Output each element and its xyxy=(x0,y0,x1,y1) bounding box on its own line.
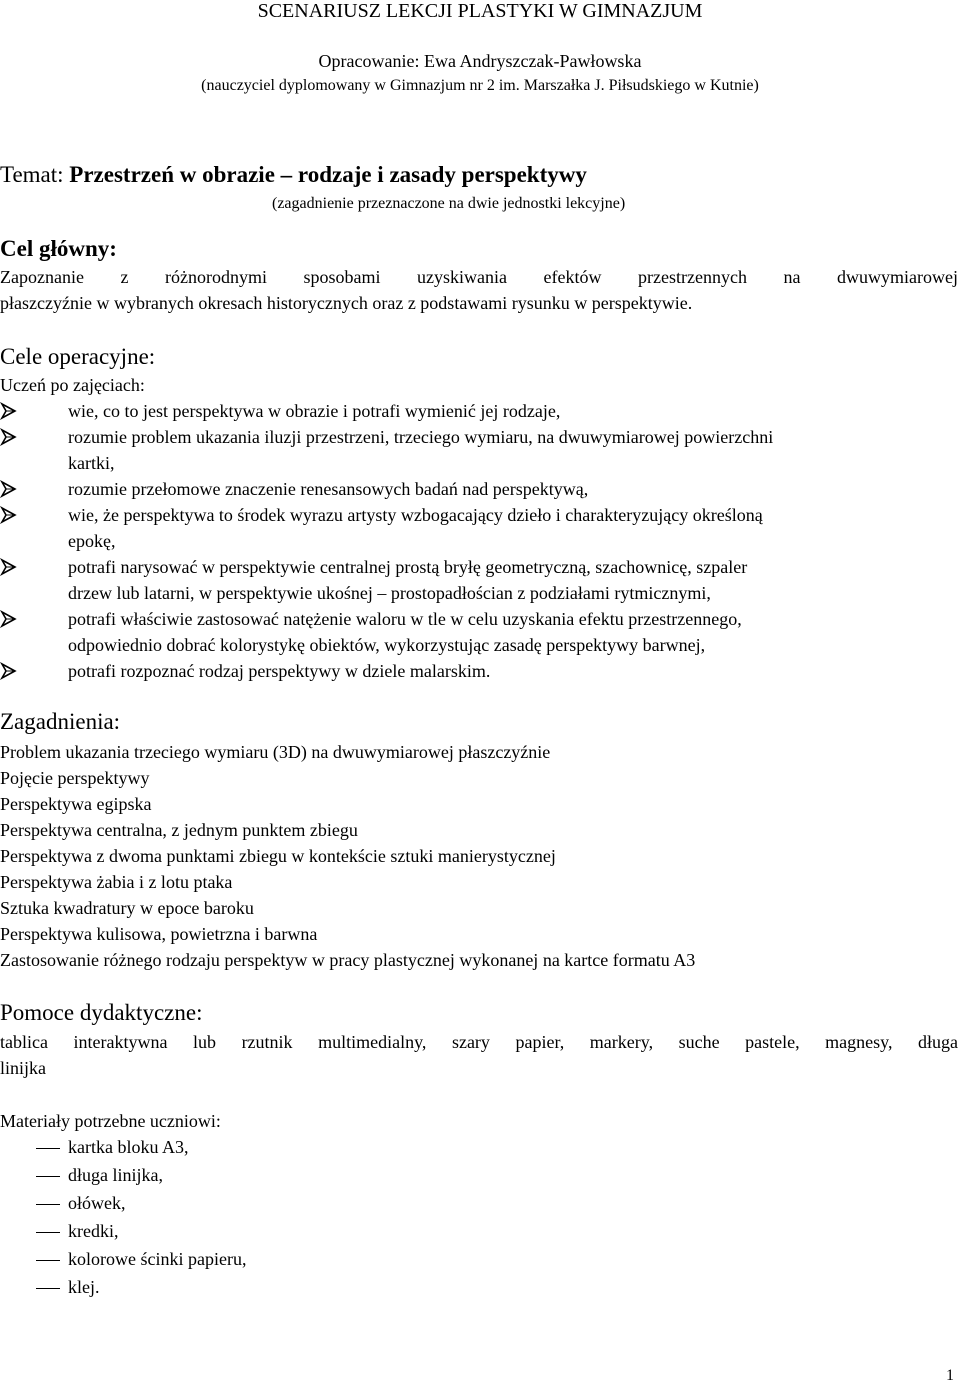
material-item: kartka bloku A3, xyxy=(68,1137,189,1157)
operational-goal-line: potrafi właściwie zastosować natężenie waloru w tle w celu uzyskania efektu przestrzennego, xyxy=(68,609,742,629)
operational-goal-line: rozumie problem ukazania iluzji przestrzeni, trzeciego wymiaru, na dwuwymiarowej powierzchni xyxy=(68,427,774,447)
operational-goal-line: wie, co to jest perspektywa w obrazie i potrafi wymienić jej rodzaje, xyxy=(68,401,561,421)
dash-bullet-icon xyxy=(36,1232,60,1233)
arrowhead-bullet-icon xyxy=(0,424,26,459)
arrowhead-bullet-icon xyxy=(0,606,26,641)
dash-bullet-icon xyxy=(36,1148,60,1149)
material-item: kredki, xyxy=(68,1221,119,1241)
topic-line xyxy=(0,162,587,188)
dash-bullet-icon xyxy=(36,1176,60,1177)
material-item: ołówek, xyxy=(68,1193,126,1213)
aids-line-2: linijka xyxy=(0,1058,46,1078)
arrowhead-bullet-icon xyxy=(0,502,26,537)
aids-heading: Pomoce dydaktyczne: xyxy=(0,1000,203,1025)
materials-heading: Materiały potrzebne uczniowi: xyxy=(0,1111,221,1131)
issue-item: Perspektywa egipska xyxy=(0,794,152,814)
issue-item: Sztuka kwadratury w epoce baroku xyxy=(0,898,254,918)
material-item: kolorowe ścinki papieru, xyxy=(68,1249,247,1269)
operational-goal-line: kartki, xyxy=(68,453,115,473)
operational-goal-line: potrafi rozpoznać rodzaj perspektywy w dziele malarskim. xyxy=(68,661,491,681)
topic-label: Temat: xyxy=(0,162,64,187)
issue-item: Zastosowanie różnego rodzaju perspektyw w pracy plastycznej wykonanej na kartce formatu A3 xyxy=(0,950,696,970)
topic-text: Przestrzeń w obrazie – rodzaje i zasady perspektywy xyxy=(69,162,587,187)
dash-bullet-icon xyxy=(36,1260,60,1261)
main-goal-line-2: płaszczyźnie w wybranych okresach historycznych oraz z podstawami rysunku w perspektywie. xyxy=(0,293,693,313)
operational-goal-line: epokę, xyxy=(68,531,116,551)
dash-bullet-icon xyxy=(36,1288,60,1289)
issue-item: Perspektywa centralna, z jednym punktem zbiegu xyxy=(0,820,358,840)
issues-heading: Zagadnienia: xyxy=(0,709,121,734)
author-line: Opracowanie: Ewa Andryszczak-Pawłowska xyxy=(318,51,642,71)
operational-goal-line: odpowiednio dobrać kolorystykę obiektów, wykorzystując zasadę perspektywy barwnej, xyxy=(68,635,706,655)
operational-goal-line: drzew lub latarni, w perspektywie ukośnej – prostopadłościan z podziałami rytmicznymi, xyxy=(68,583,711,603)
material-item: klej. xyxy=(68,1277,100,1297)
document-title: SCENARIUSZ LEKCJI PLASTYKI W GIMNAZJUM xyxy=(257,0,703,22)
material-item: długa linijka, xyxy=(68,1165,163,1185)
issue-item: Perspektywa kulisowa, powietrzna i barwna xyxy=(0,924,318,944)
author-note: (nauczyciel dyplomowany w Gimnazjum nr 2 im. Marszałka J. Piłsudskiego w Kutnie) xyxy=(201,77,759,94)
operational-goal-line: wie, że perspektywa to środek wyrazu artysty wzbogacający dzieło i charakteryzujący określoną xyxy=(68,505,763,525)
issue-item: Pojęcie perspektywy xyxy=(0,768,150,788)
main-goal-line-1: Zapoznanie z różnorodnymi sposobami uzyskiwania efektów przestrzennych na dwuwymiarowej xyxy=(0,267,958,287)
operational-goals-heading: Cele operacyjne: xyxy=(0,344,156,369)
issue-item: Perspektywa z dwoma punktami zbiegu w kontekście sztuki manierystycznej xyxy=(0,846,556,866)
operational-goals-intro: Uczeń po zajęciach: xyxy=(0,375,145,395)
page-number: 1 xyxy=(946,1367,954,1384)
issue-item: Problem ukazania trzeciego wymiaru (3D) na dwuwymiarowej płaszczyźnie xyxy=(0,742,551,762)
dash-bullet-icon xyxy=(36,1204,60,1205)
operational-goal-line: rozumie przełomowe znaczenie renesansowych badań nad perspektywą, xyxy=(68,479,589,499)
arrowhead-bullet-icon xyxy=(0,658,26,693)
issue-item: Perspektywa żabia i z lotu ptaka xyxy=(0,872,233,892)
main-goal-heading: Cel główny: xyxy=(0,236,117,261)
aids-line-1: tablica interaktywna lub rzutnik multimedialny, szary papier, markery, suche pastele, magnesy, długa xyxy=(0,1032,958,1052)
operational-goal-line: potrafi narysować w perspektywie centralnej prostą bryłę geometryczną, szachownicę, szpaler xyxy=(68,557,748,577)
arrowhead-bullet-icon xyxy=(0,554,26,589)
topic-note: (zagadnienie przeznaczone na dwie jednostki lekcyjne) xyxy=(272,195,626,212)
